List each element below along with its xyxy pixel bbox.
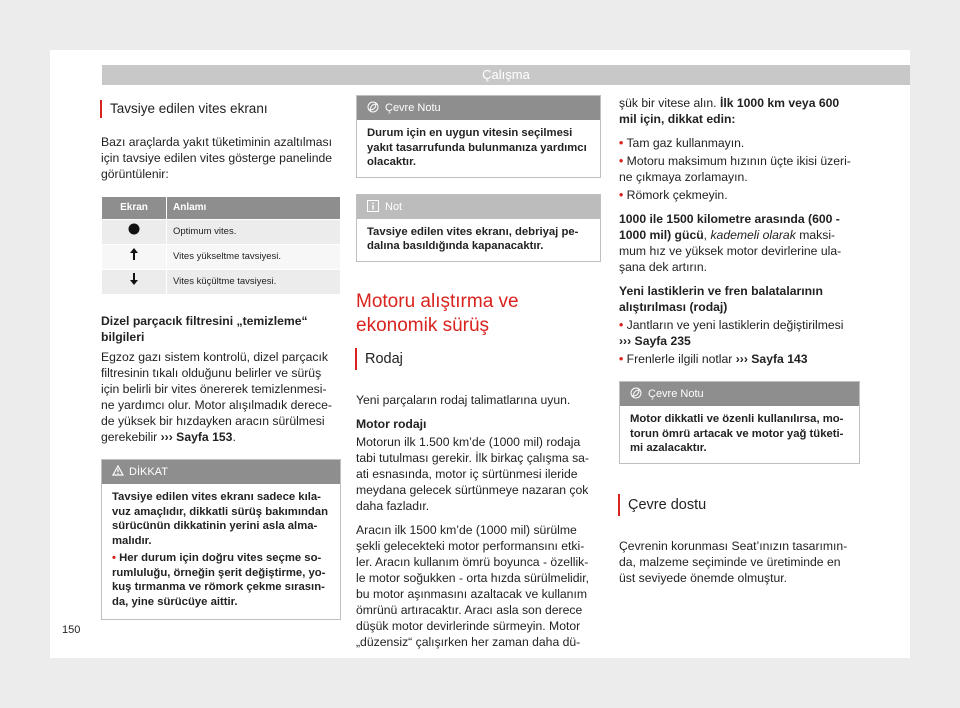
- warning-box: [101, 459, 341, 620]
- arrow-down-icon: [129, 272, 139, 286]
- list-item: • Motoru maksimum hızının üçte ikisi üzeri- ne çıkmaya zorlamayın.: [619, 154, 851, 184]
- paragraph: 1000 ile 1500 kilometre arasında (600 - 1000 mil) gücü, kademeli olarak maksi- mum hız ve yüksek motor devirlerine ula- şana dek artırın.: [619, 212, 842, 274]
- chapter-section-title: Motoru alıştırma ve ekonomik sürüş: [356, 290, 519, 336]
- leaf-icon: [630, 387, 642, 399]
- intro-text: Bazı araçlarda yakıt tüketiminin azaltılması için tavsiye edilen vites gösterge panelinde görüntülenir:: [101, 135, 333, 181]
- page-link[interactable]: ››› Sayfa 153: [160, 430, 233, 444]
- paragraph: Yeni parçaların rodaj talimatlarına uyun.: [356, 392, 571, 407]
- environment-note-header: Çevre Notu: [620, 382, 859, 406]
- tires-title: Yeni lastiklerin ve fren balatalarının alıştırılması (rodaj): [619, 284, 823, 314]
- warning-triangle-icon: [112, 465, 124, 476]
- list-item: • Frenlerle ilgili notlar ››› Sayfa 143: [619, 352, 808, 366]
- column-middle: [356, 95, 601, 658]
- page-link[interactable]: ››› Sayfa 143: [735, 352, 808, 366]
- section-title-gear-display: Tavsiye edilen vites ekranı: [100, 100, 341, 118]
- paragraph: Çevrenin korunması Seat’ınızın tasarımın- da, malzeme seçiminde ve üretiminde en üst seviyede önemde olmuştur.: [619, 538, 848, 585]
- environment-note-header: Çevre Notu: [357, 96, 600, 120]
- gear-display-table: [101, 196, 341, 295]
- section-title-eco: Çevre dostu: [618, 494, 860, 516]
- motor-break-in-title: Motor rodajı: [356, 416, 427, 431]
- table-row: [102, 245, 341, 270]
- table-row: [102, 220, 341, 245]
- note-box: [356, 194, 601, 262]
- subsection-title-break-in: Rodaj: [355, 348, 601, 370]
- column-right: [619, 95, 860, 594]
- paragraph: Motorun ilk 1.500 km’de (1000 mil) rodaja tabi tutulması gerekir. İlk birkaç çalışma sa- ati esnasında, motor iç sürtünmesi ileride meydana gelecek sürtünmeye nazaran çok daha fazladır.: [356, 434, 589, 513]
- note-header: Not: [357, 195, 600, 219]
- table-header-meaning: Anlamı: [167, 197, 341, 220]
- table-cell-meaning: Optimum vites.: [167, 220, 341, 245]
- list-item: • Tam gaz kullanmayın.: [619, 136, 745, 150]
- warning-box-header: DİKKAT: [102, 460, 340, 484]
- environment-note-box: [619, 381, 860, 464]
- chapter-header: Çalışma: [102, 65, 910, 85]
- table-header-screen: Ekran: [102, 197, 167, 220]
- environment-note-box: [356, 95, 601, 178]
- warning-box-body: Tavsiye edilen vites ekranı sadece kıla- vuz amaçlıdır, dikkatli sürüş bakımından sürücünün dikkatinin yerini asla alma- malıdır. • Her durum için doğru vites seçme so- rumluluğu, örneğin şerit değiştirme, yo- kuş tırmanma ve römork çekme sırasın- da, yine sürücüye aittir.: [112, 491, 328, 608]
- note-body: Tavsiye edilen vites ekranı, debriyaj pe- dalına basıldığında kapanacaktır.: [367, 225, 579, 252]
- environment-note-body: Motor dikkatli ve özenli kullanılırsa, mo- torun ömrü artacak ve motor yağ tüketi- mi azalacaktır.: [630, 413, 844, 454]
- dpf-title: Dizel parçacık filtresini „temizleme“ bilgileri: [101, 314, 308, 344]
- column-left: [101, 95, 341, 634]
- page: [50, 50, 910, 658]
- info-icon: [367, 200, 379, 212]
- filled-circle-icon: [128, 223, 140, 235]
- bullet: •: [112, 552, 116, 564]
- list-item: • Jantların ve yeni lastiklerin değiştirilmesi ››› Sayfa 235: [619, 318, 844, 348]
- page-link[interactable]: ››› Sayfa 235: [619, 334, 691, 348]
- dpf-text: Egzoz gazı sistem kontrolü, dizel parçacık filtresinin tıkalı olduğunu belirler ve sürüş için belirli bir vites önererek temizlenmesi- ne yardımcı olur. Motor alışılmadık derece- de yüksek bir hızdayken aracın sürülmesi gerekebilir ››› Sayfa 153.: [101, 350, 332, 444]
- table-cell-meaning: Vites yükseltme tavsiyesi.: [167, 245, 341, 270]
- table-cell-meaning: Vites küçültme tavsiyesi.: [167, 270, 341, 295]
- arrow-up-icon: [129, 247, 139, 261]
- list-item: • Römork çekmeyin.: [619, 188, 728, 202]
- leaf-icon: [367, 101, 379, 113]
- page-number: 150: [62, 624, 81, 636]
- environment-note-body: Durum için en uygun vitesin seçilmesi yakıt tasarrufunda bulunmanıza yardımcı olacaktır.: [367, 127, 587, 168]
- paragraph: Aracın ilk 1500 km’de (1000 mil) sürülme şekli gelecekteki motor performansını etki- ler. Aracın kullanım ömrü boyunca - özellik- le motor soğukken - orta hızda sürülmelidir, bu motor aşınmasını azaltacak ve kullanım ömrünü artıracaktır. Aracı asla son derece düşük motor devirlerinde sürmeyin. Motor „düzensiz“ çalışırken her zaman daha dü-: [356, 522, 590, 649]
- paragraph: şük bir vitese alın. İlk 1000 km veya 600 mil için, dikkat edin:: [619, 96, 840, 126]
- table-row: [102, 270, 341, 295]
